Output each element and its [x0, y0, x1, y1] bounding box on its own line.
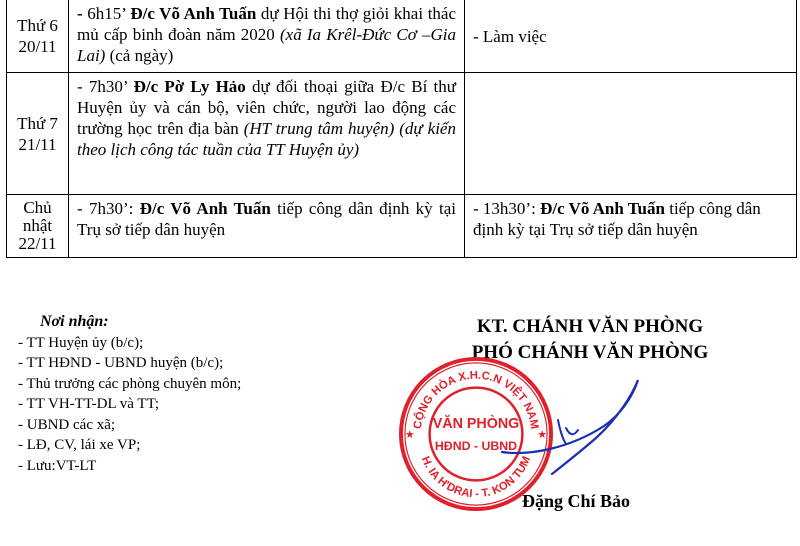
location: (HT trung tâm huyện) (dự kiến theo lịch công tác tuần của TT Huyện ủy)	[77, 119, 456, 159]
afternoon-cell: - 13h30’: Đ/c Võ Anh Tuấn tiếp công dân định kỳ tại Trụ sở tiếp dân huyện	[465, 195, 797, 258]
stamp-outer-bottom-text: H. IA H'DRAI - T. KON TUM	[418, 454, 534, 501]
morning-cell: - 7h30’: Đ/c Võ Anh Tuấn tiếp công dân định kỳ tại Trụ sở tiếp dân huyện	[69, 195, 465, 258]
schedule-row	[7, 0, 797, 73]
activity: tiếp công dân định kỳ tại Trụ sở tiếp dân huyện	[77, 199, 456, 239]
schedule-row	[7, 195, 797, 258]
afternoon-text: - Làm việc	[473, 26, 547, 46]
recipients-list	[18, 333, 241, 477]
time: 7h30’:	[88, 199, 134, 218]
activity: dự Hội thi thợ giỏi khai thác mủ cấp binh đoàn năm 2020	[77, 4, 457, 44]
list-item: - Thủ trưởng các phòng chuyên môn;	[18, 375, 242, 392]
signature-title-1: KT. CHÁNH VĂN PHÒNG	[476, 316, 704, 337]
stamp-center-line-2: HĐND - UBND	[434, 438, 518, 453]
day-cell	[7, 195, 69, 258]
location: (xã Ia Krêl-Đức Cơ –Gia Lai)	[77, 25, 456, 65]
schedule-table	[6, 0, 797, 258]
day-name-2: nhật	[22, 216, 53, 235]
duration: (cả ngày)	[105, 46, 174, 65]
time: 13h30’:	[482, 199, 536, 218]
person: Đ/c Võ Anh Tuấn	[139, 199, 271, 218]
schedule-row	[7, 73, 797, 195]
day-name: Thứ 6	[17, 16, 58, 35]
day-name: Thứ 7	[17, 113, 58, 133]
list-item: - Lưu:VT-LT	[18, 457, 97, 474]
day-date: 22/11	[18, 234, 57, 253]
afternoon-cell	[465, 73, 797, 195]
activity: tiếp công dân định kỳ tại Trụ sở tiếp dân huyện	[473, 199, 761, 239]
day-name: Chủ	[23, 198, 52, 217]
stamp-outer-top-text: CỘNG HÒA X.H.C.N VIỆT NAM	[411, 369, 541, 430]
stamp-center-line-1: VĂN PHÒNG	[432, 416, 520, 433]
person: Đ/c Pờ Ly Hảo	[133, 77, 246, 96]
recipients-heading: Nơi nhận:	[40, 313, 109, 330]
signer-name: Đặng Chí Bảo	[522, 491, 631, 511]
day-cell	[7, 0, 69, 73]
morning-cell: - 6h15’ Đ/c Võ Anh Tuấn dự Hội thi thợ giỏi khai thác mủ cấp binh đoàn năm 2020 (xã Ia Krêl-Đức Cơ –Gia Lai) (cả ngày)	[69, 0, 465, 73]
svg-text:★: ★	[537, 428, 547, 441]
time: 6h15’	[87, 4, 126, 23]
activity: dự đối thoại giữa Đ/c Bí thư Huyện ủy và cán bộ, viên chức, người lao động các trường học trên địa bàn	[77, 77, 456, 138]
person: Đ/c Võ Anh Tuấn	[130, 4, 257, 23]
person: Đ/c Võ Anh Tuấn	[540, 199, 665, 218]
svg-text:★: ★	[404, 428, 415, 441]
signature-title-2: PHÓ CHÁNH VĂN PHÒNG	[471, 342, 709, 363]
day-date: 21/11	[18, 134, 57, 154]
afternoon-cell	[465, 0, 797, 73]
list-item: - TT Huyện ủy (b/c);	[18, 334, 144, 351]
day-date: 20/11	[18, 37, 57, 56]
time: 7h30’	[88, 77, 128, 96]
day-cell	[7, 73, 69, 195]
handwritten-signature	[500, 370, 660, 480]
list-item: - UBND các xã;	[18, 416, 116, 433]
list-item: - TT HĐND - UBND huyện (b/c);	[18, 355, 224, 371]
list-item: - TT VH-TT-DL và TT;	[18, 396, 160, 412]
recipients-block	[18, 312, 241, 476]
list-item: - LĐ, CV, lái xe VP;	[18, 437, 141, 453]
morning-cell: - 7h30’ Đ/c Pờ Ly Hảo dự đối thoại giữa Đ/c Bí thư Huyện ủy và cán bộ, viên chức, người lao động các trường học trên địa bàn (HT trung tâm huyện) (dự kiến theo lịch công tác tuần của TT Huyện ủy)	[69, 73, 465, 195]
